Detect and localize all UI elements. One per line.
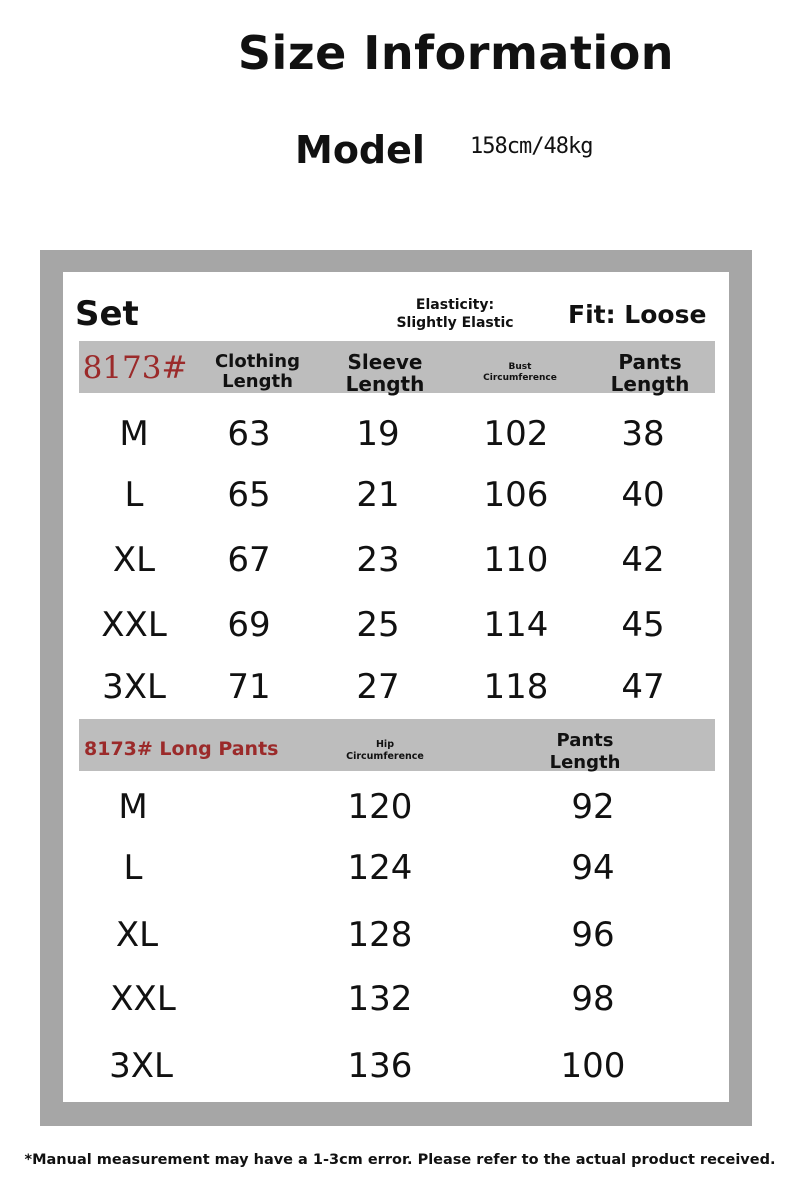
size-cell: M: [118, 787, 148, 827]
header-pants-length: [595, 351, 705, 395]
value-cell: 38: [621, 414, 665, 454]
value-cell: 136: [347, 1046, 413, 1086]
elasticity-note: [385, 296, 525, 332]
value-cell: 25: [356, 605, 400, 645]
header-line: Circumference: [483, 373, 557, 383]
header-line: Length: [222, 371, 293, 392]
value-cell: 106: [483, 475, 549, 515]
header-bust-circumference: [465, 362, 575, 384]
measurement-disclaimer: *Manual measurement may have a 1-3cm error. Please refer to the actual product received.: [24, 1152, 776, 1168]
model-measurements: 158cm/48kg: [470, 134, 593, 159]
set-label: Set: [75, 294, 139, 334]
value-cell: 128: [347, 915, 413, 955]
value-cell: 71: [227, 667, 271, 707]
header-line: Sleeve: [347, 350, 423, 374]
value-cell: 47: [621, 667, 665, 707]
header-line: Pants: [556, 730, 614, 751]
value-cell: 118: [483, 667, 549, 707]
value-cell: 114: [483, 605, 549, 645]
model-label: Model: [295, 128, 425, 172]
header-line: Length: [345, 372, 425, 396]
header-line: Pants: [618, 350, 682, 374]
header-hip-circumference: [330, 739, 440, 763]
set-code: 8173#: [82, 350, 188, 386]
header-line: Bust: [508, 362, 532, 372]
size-cell: L: [123, 848, 143, 888]
elasticity-value: Slightly Elastic: [396, 315, 514, 331]
page-title: Size Information: [237, 26, 675, 80]
value-cell: 19: [356, 414, 400, 454]
pants-code: 8173# Long Pants: [84, 738, 279, 760]
value-cell: 102: [483, 414, 549, 454]
value-cell: 23: [356, 540, 400, 580]
header-line: Clothing: [214, 351, 301, 372]
elasticity-label: Elasticity:: [415, 297, 495, 313]
value-cell: 63: [227, 414, 271, 454]
size-cell: XL: [112, 540, 156, 580]
value-cell: 94: [571, 848, 615, 888]
value-cell: 120: [347, 787, 413, 827]
size-cell: 3XL: [102, 667, 166, 707]
size-cell: L: [124, 475, 144, 515]
header-clothing-length: [200, 352, 315, 392]
value-cell: 65: [227, 475, 271, 515]
value-cell: 40: [621, 475, 665, 515]
model-info: [0, 128, 800, 178]
fit-note: Fit: Loose: [568, 300, 707, 329]
header-line: Hip: [375, 739, 394, 750]
value-cell: 45: [621, 605, 665, 645]
size-cell: 3XL: [109, 1046, 173, 1086]
value-cell: 27: [356, 667, 400, 707]
header-line: Length: [610, 372, 690, 396]
header-pants-length: [530, 730, 640, 774]
size-cell: XL: [115, 915, 159, 955]
header-line: Circumference: [346, 751, 424, 762]
header-sleeve-length: [325, 351, 445, 395]
size-cell: M: [119, 414, 149, 454]
value-cell: 110: [483, 540, 549, 580]
value-cell: 67: [227, 540, 271, 580]
value-cell: 132: [347, 979, 413, 1019]
value-cell: 98: [571, 979, 615, 1019]
value-cell: 42: [621, 540, 665, 580]
header-line: Length: [549, 752, 621, 773]
value-cell: 92: [571, 787, 615, 827]
value-cell: 100: [560, 1046, 626, 1086]
size-cell: XXL: [101, 605, 167, 645]
value-cell: 124: [347, 848, 413, 888]
value-cell: 21: [356, 475, 400, 515]
value-cell: 69: [227, 605, 271, 645]
size-cell: XXL: [110, 979, 176, 1019]
value-cell: 96: [571, 915, 615, 955]
